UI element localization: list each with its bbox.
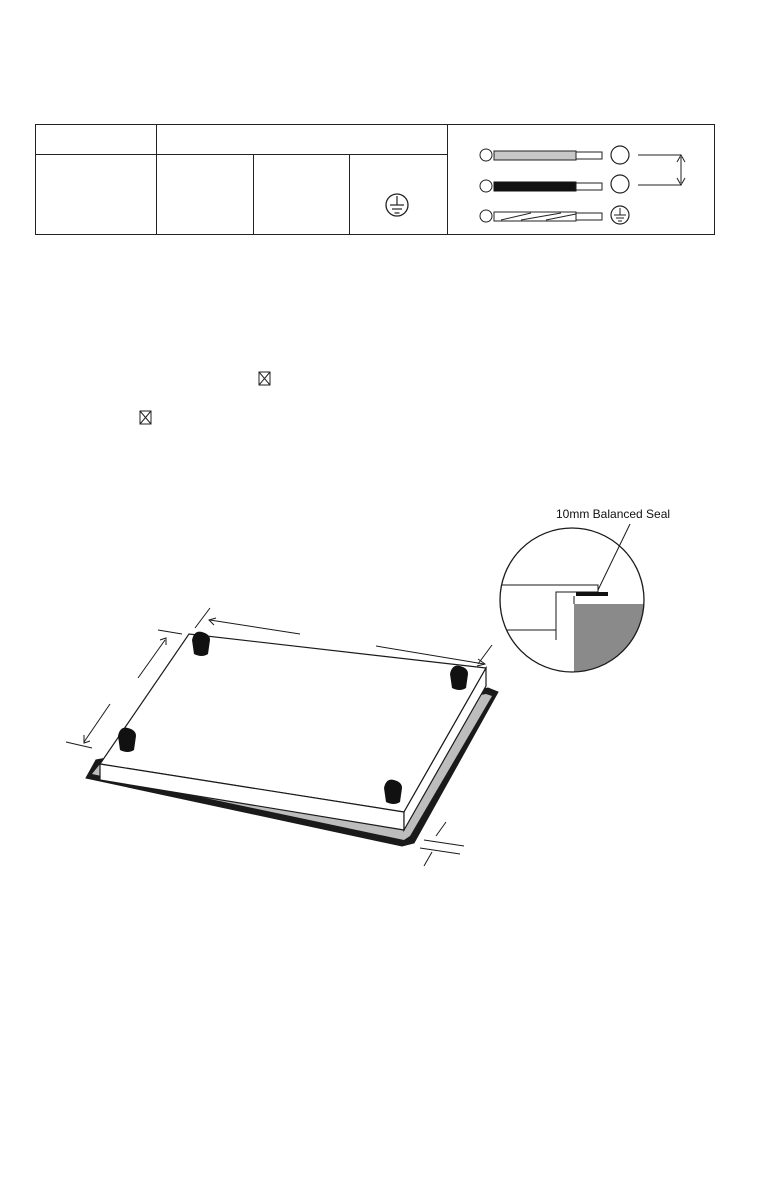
body-cell-2 (157, 155, 254, 235)
wire-black (494, 182, 576, 191)
earth-terminal-icon (611, 206, 629, 224)
missing-glyph-icon (258, 371, 272, 387)
seal-strip (576, 592, 608, 596)
wire-end-1 (576, 152, 602, 159)
seal-label: 10mm Balanced Seal (556, 507, 671, 521)
foot-top-left (192, 632, 210, 656)
header-cell-2 (157, 125, 448, 155)
body-cell-4 (350, 155, 448, 235)
terminal-dot-1 (480, 149, 492, 161)
wire-diagram-cell (448, 125, 715, 235)
foot-bottom-left (118, 728, 136, 752)
foot-top-right (450, 666, 468, 690)
seal-detail-circle (490, 524, 690, 684)
earth-symbol-icon (350, 157, 447, 233)
terminal-dot-2 (480, 180, 492, 192)
missing-glyph-icon (139, 410, 153, 426)
header-cell-1 (36, 125, 157, 155)
seal-leader-line (598, 524, 630, 590)
table-header-row (36, 125, 715, 155)
terminal-circle-1 (611, 146, 629, 164)
hob-installation-diagram (0, 490, 761, 890)
terminal-circle-2 (611, 175, 629, 193)
wire-grey (494, 151, 576, 160)
body-cell-3 (254, 155, 350, 235)
dimension-seal (420, 822, 464, 866)
foot-bottom-right (384, 780, 402, 804)
wire-end-2 (576, 183, 602, 190)
wire-diagram (448, 125, 714, 229)
wiring-table (35, 124, 715, 235)
body-cell-1 (36, 155, 157, 235)
terminal-dot-3 (480, 210, 492, 222)
wire-end-3 (576, 213, 602, 220)
